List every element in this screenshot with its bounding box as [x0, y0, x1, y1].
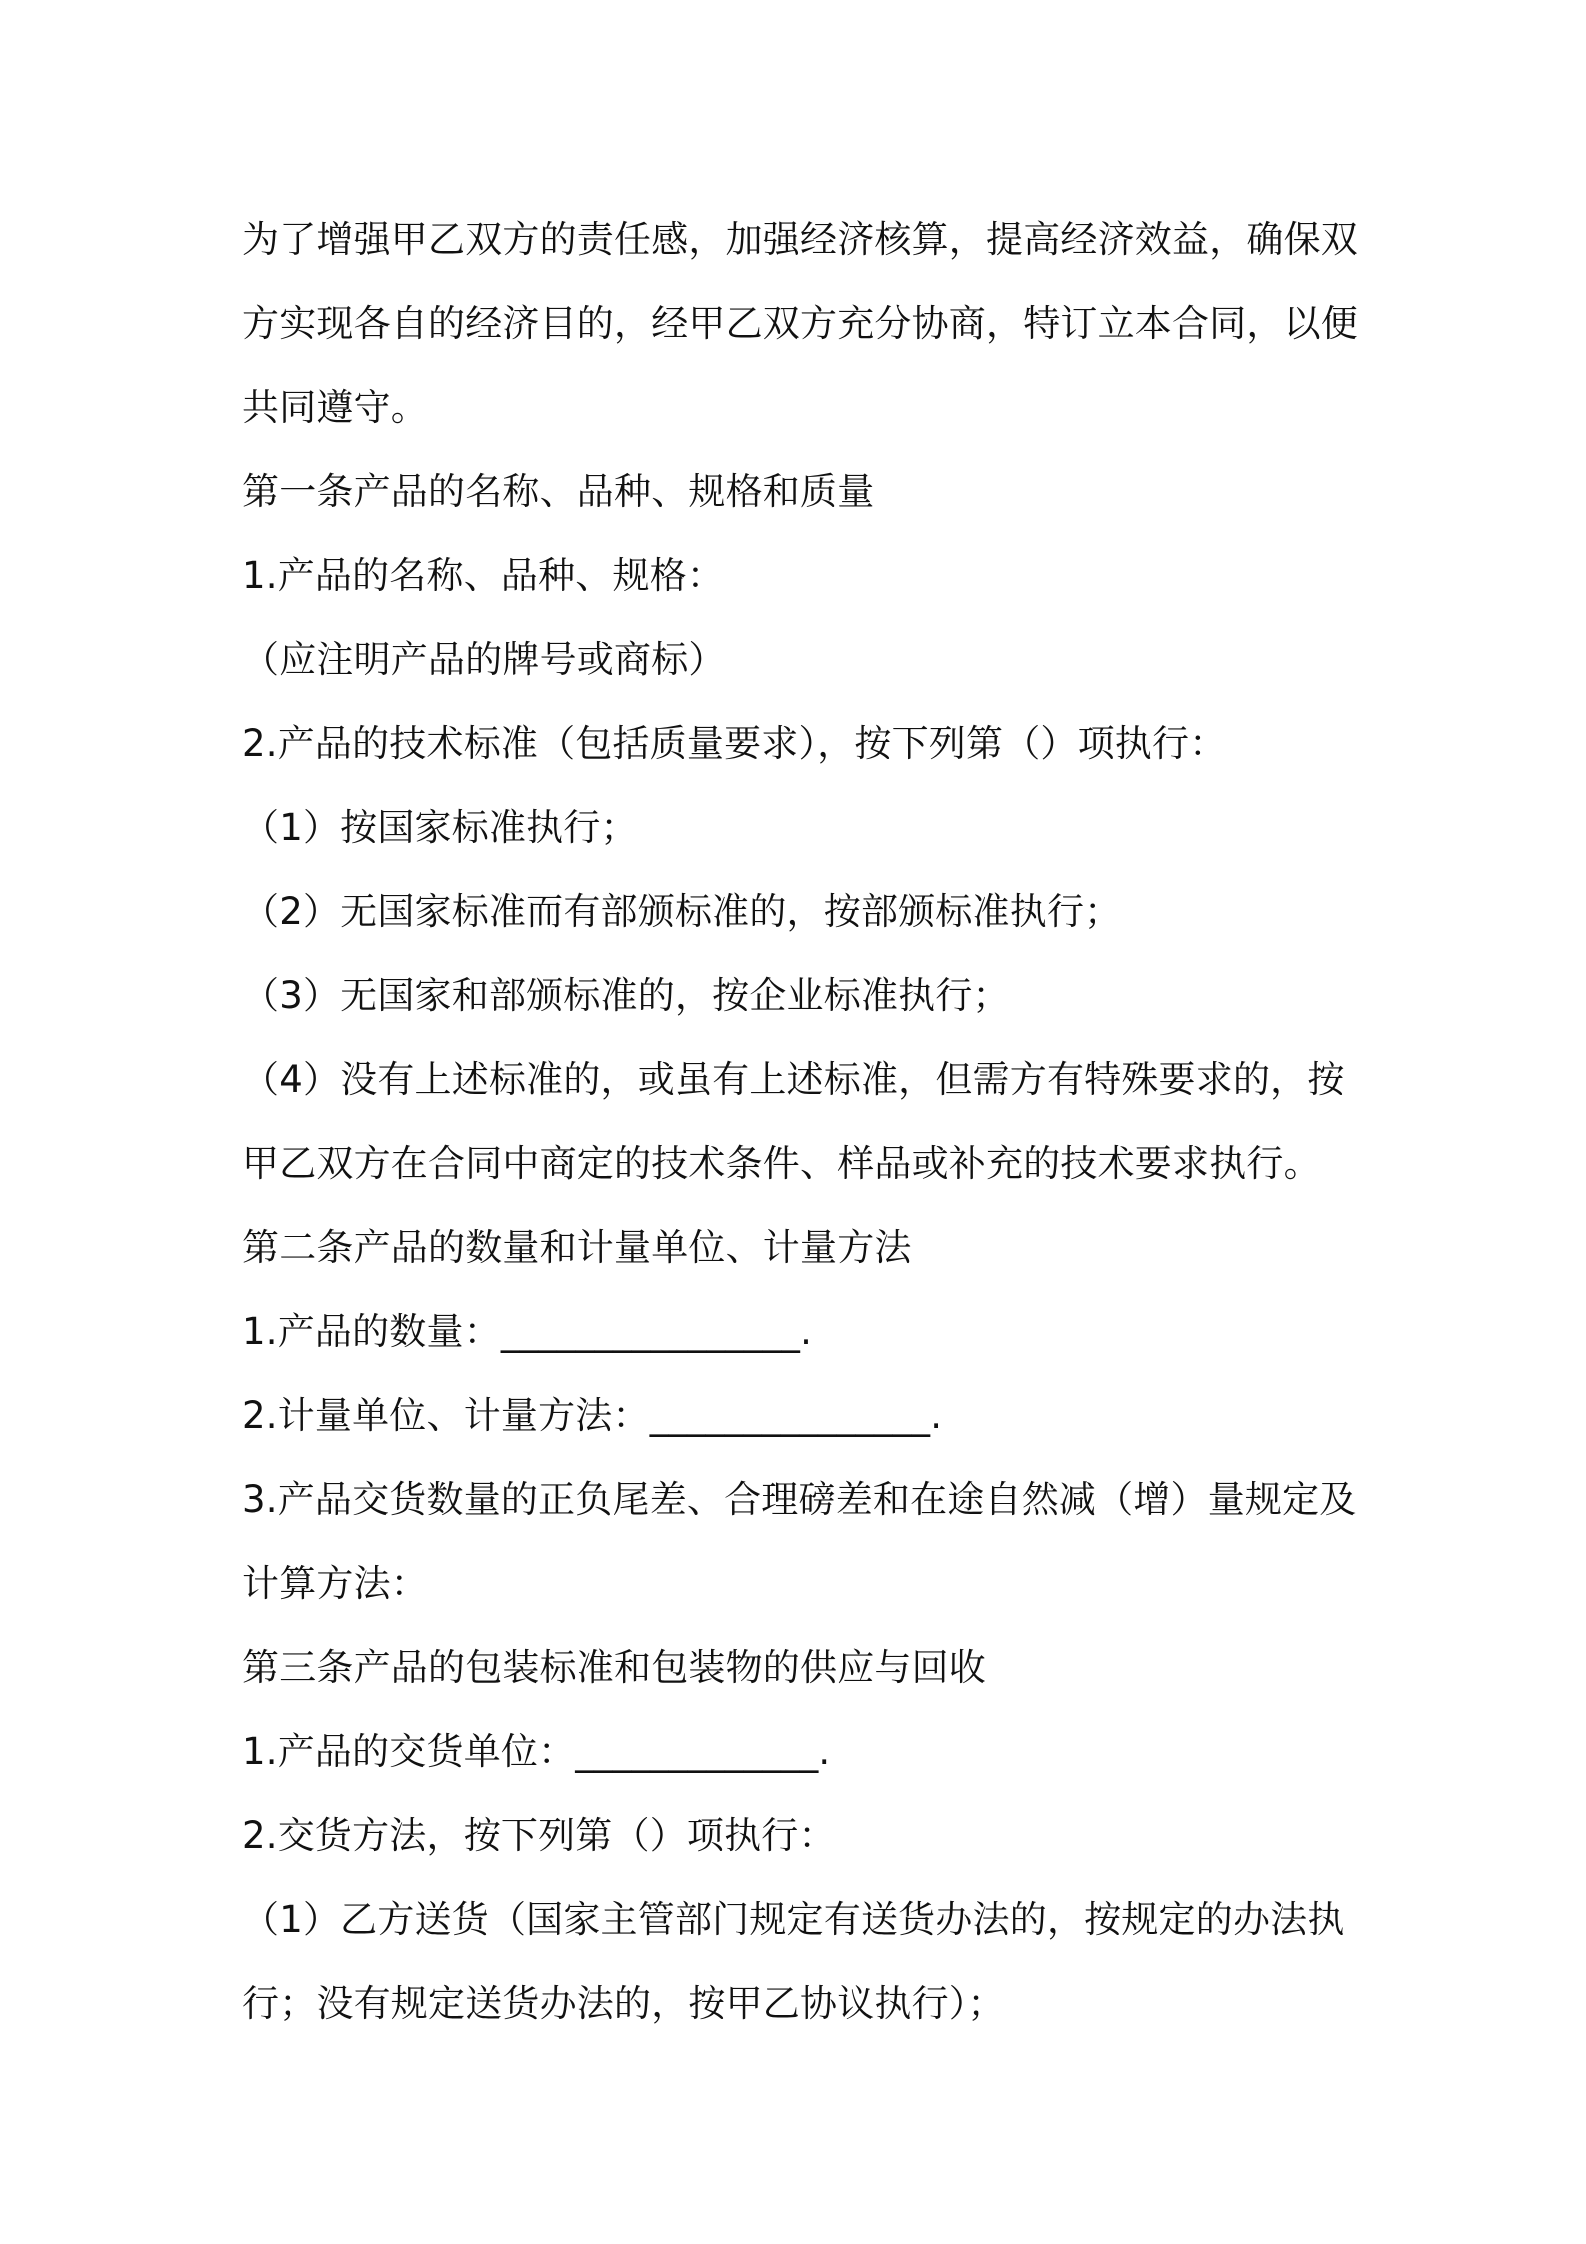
clause-1-2-option-3: （3）无国家和部颁标准的，按企业标准执行； — [242, 974, 1010, 1017]
article-3-heading: 第三条产品的包装标准和包装物的供应与回收 — [242, 1646, 986, 1689]
article-2-heading: 第二条产品的数量和计量单位、计量方法 — [242, 1226, 912, 1269]
clause-1-2-option-1: （1）按国家标准执行； — [242, 806, 638, 849]
clause-2-2: 2.计量单位、计量方法：_______________. — [242, 1394, 943, 1437]
clause-2-3: 3.产品交货数量的正负尾差、合理磅差和在途自然减（增）量规定及计算方法： — [242, 1478, 1357, 1605]
document-body — [242, 198, 1360, 2046]
clause-3-1: 1.产品的交货单位：_____________. — [242, 1730, 831, 1773]
clause-1-1-note: （应注明产品的牌号或商标） — [242, 638, 726, 681]
clause-1-1: 1.产品的名称、品种、规格： — [242, 554, 725, 597]
clause-2-1: 1.产品的数量：________________. — [242, 1310, 813, 1353]
clause-1-2: 2.产品的技术标准（包括质量要求），按下列第（）项执行： — [242, 722, 1227, 765]
clause-1-2-option-2: （2）无国家标准而有部颁标准的，按部颁标准执行； — [242, 890, 1122, 933]
preamble-paragraph: 为了增强甲乙双方的责任感，加强经济核算，提高经济效益，确保双方实现各自的经济目的，经甲乙双方充分协商，特订立本合同，以便共同遵守。 — [242, 218, 1358, 429]
clause-3-2-option-1: （1）乙方送货（国家主管部门规定有送货办法的，按规定的办法执行；没有规定送货办法的，按甲乙协议执行）； — [242, 1898, 1345, 2025]
clause-1-2-option-4: （4）没有上述标准的，或虽有上述标准，但需方有特殊要求的，按甲乙双方在合同中商定的技术条件、样品或补充的技术要求执行。 — [242, 1058, 1345, 1185]
article-1-heading: 第一条产品的名称、品种、规格和质量 — [242, 470, 875, 513]
clause-3-2: 2.交货方法，按下列第（）项执行： — [242, 1814, 836, 1857]
